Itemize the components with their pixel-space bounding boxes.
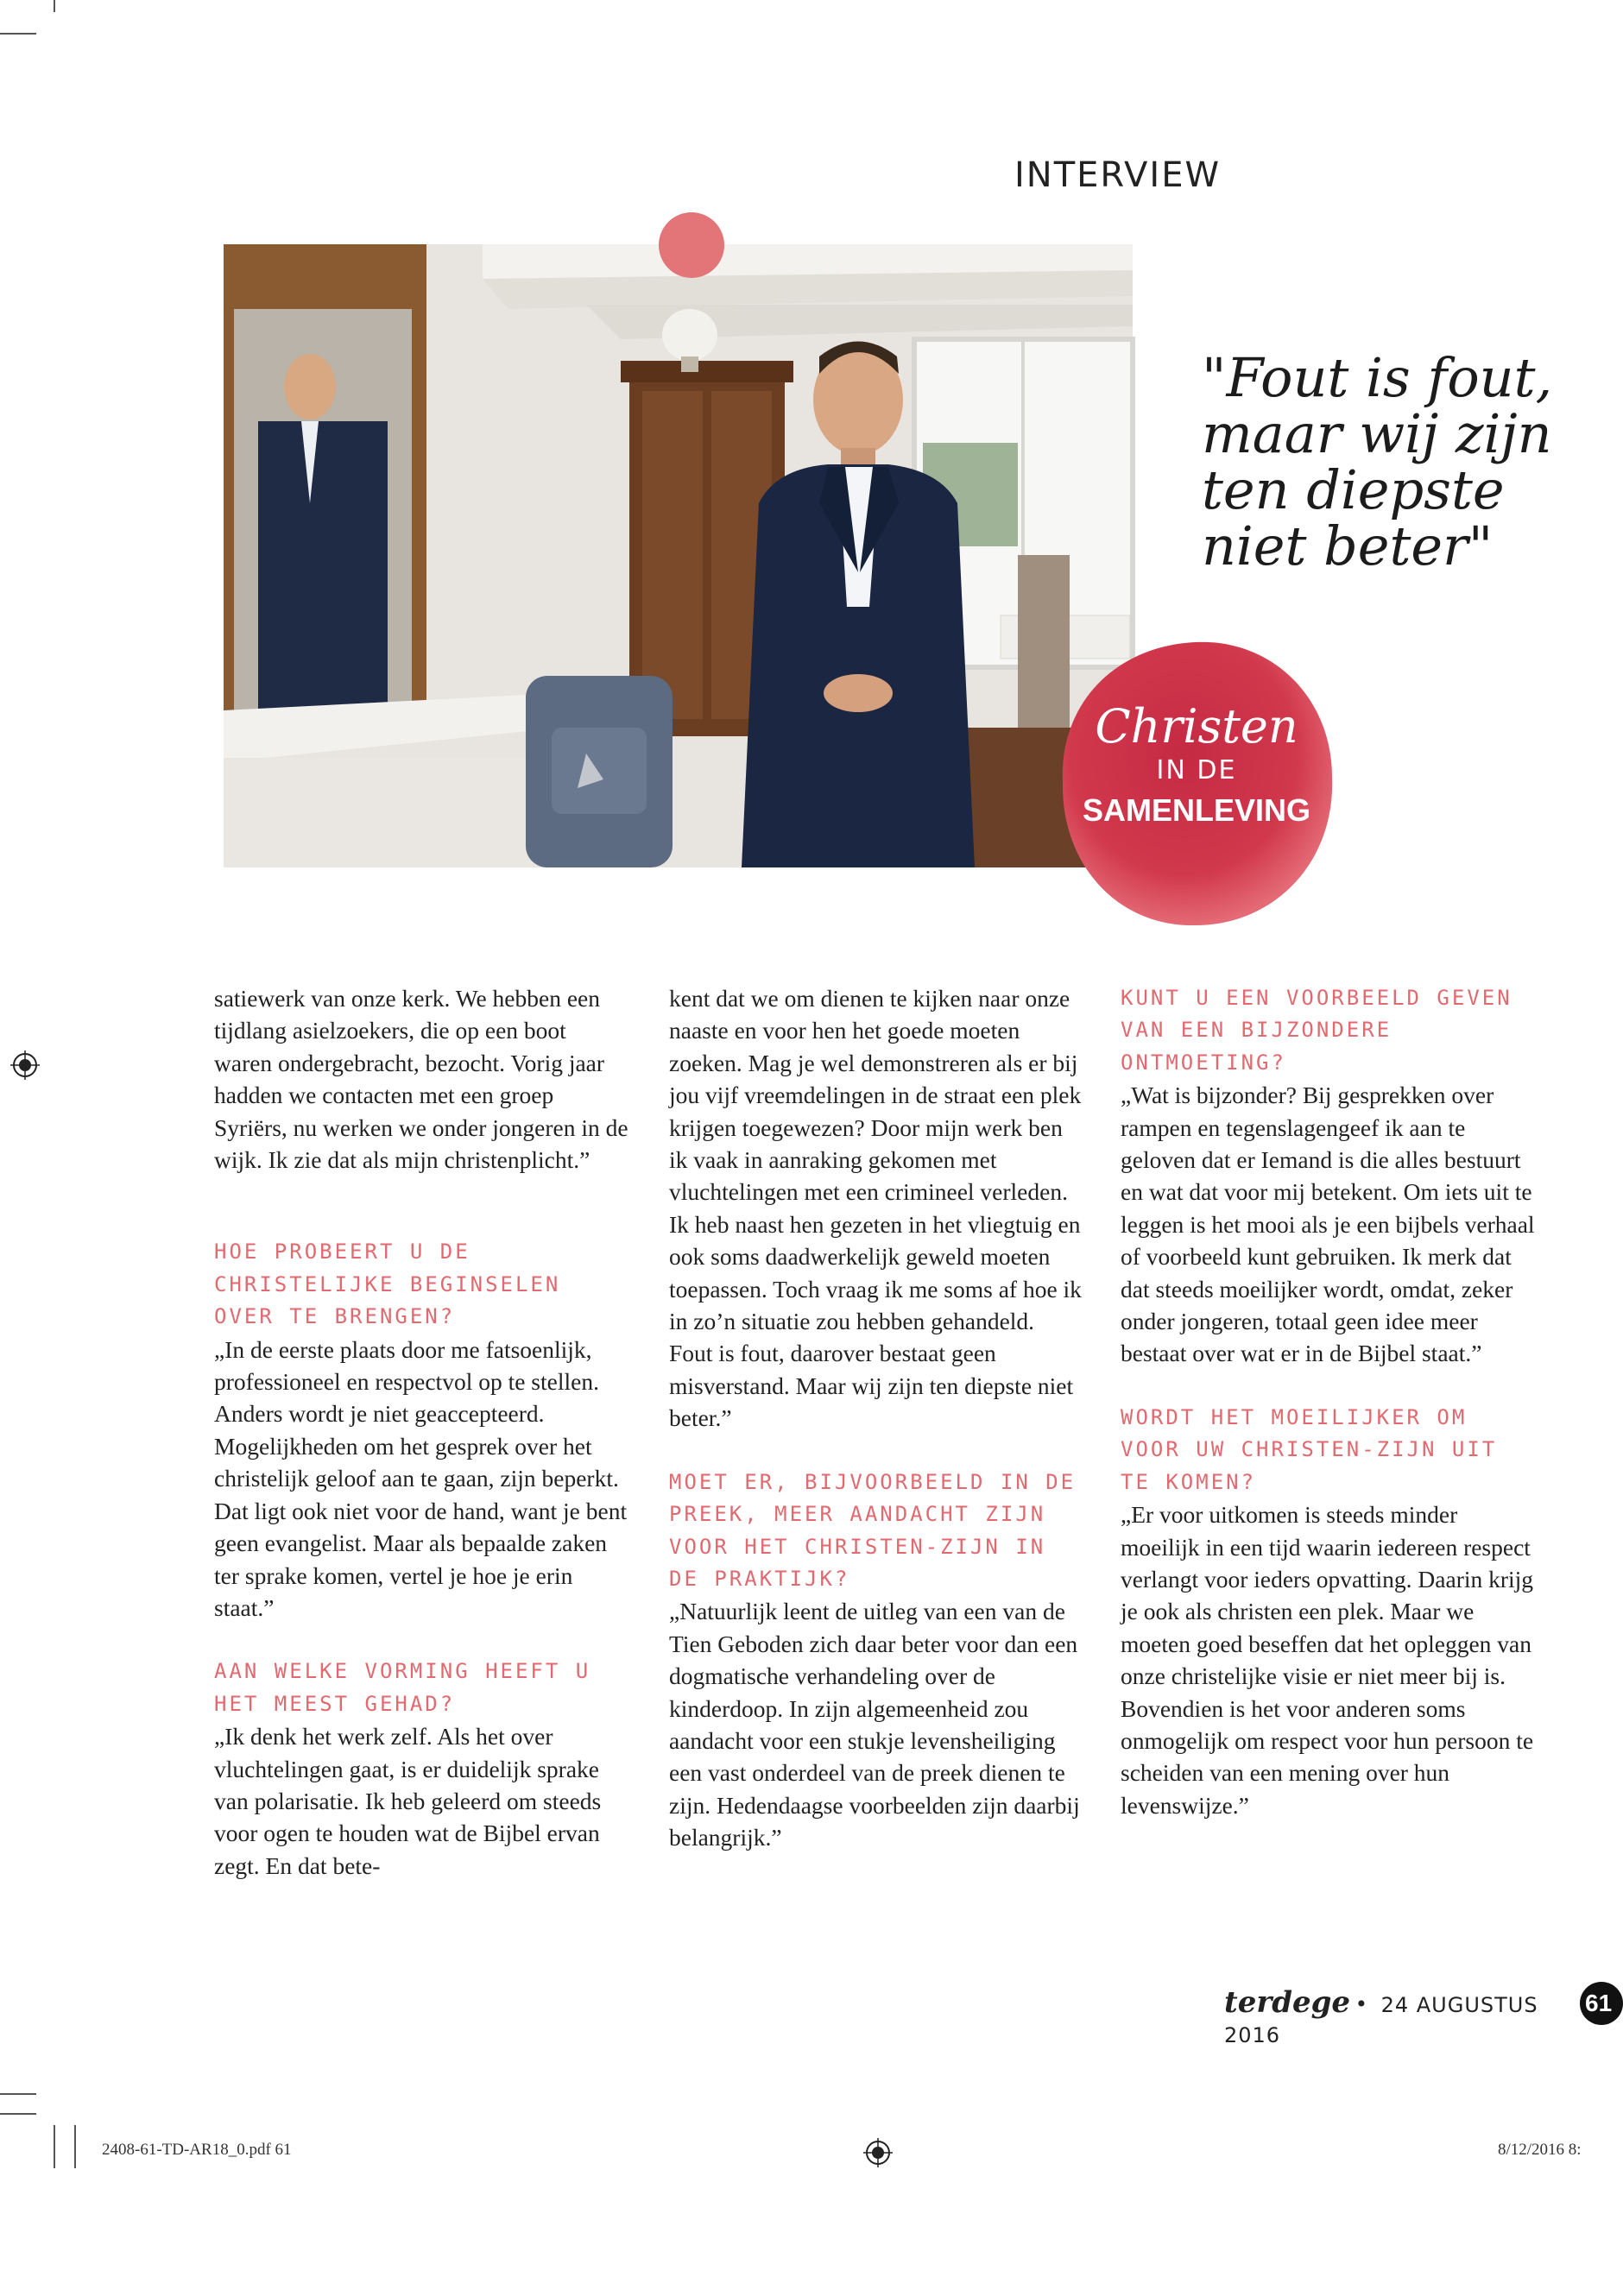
interview-photo: [224, 244, 1133, 867]
crop-mark: [74, 2125, 76, 2168]
crop-mark: [54, 2125, 55, 2168]
pull-quote: [1202, 346, 1564, 578]
pull-quote-line: "Fout is fout,: [1202, 346, 1553, 409]
crop-mark: [0, 2093, 36, 2095]
article-column-3: [1121, 982, 1535, 1821]
pull-quote-line: maar wij zijn: [1202, 402, 1552, 466]
footer-separator: •: [1356, 1990, 1367, 2018]
body-paragraph: „Er voor uitkomen is steeds minder moeilijk in een tijd waarin iedereen respect verlangt voor ieders opvatting. Daarin krijg je ook als christen een plek. Maar we moeten goed beseffen dat het opleggen van onze christelijke visie er niet meer bij is. Bovendien is het voor anderen soms onmogelijk om respect voor hun persoon te scheiden van een mening over hun levenswijze.”: [1121, 1501, 1534, 1819]
interview-question: KUNT U EEN VOORBEELD GEVEN VAN EEN BIJZONDERE ONTMOETING?: [1121, 986, 1512, 1075]
body-paragraph: „In de eerste plaats door me fatsoenlijk, professioneel en respectvol op te stellen. Anders wordt je niet geaccepteerd. Mogelijkheden om het gesprek over het christelijk geloof aan te gaan, zijn beperkt. Dat ligt ook niet voor de hand, want je bent geen evangelist. Maar als bepaalde zaken ter sprake komen, vertel je hoe je erin staat.”: [214, 1335, 628, 1621]
accent-dot: [659, 212, 724, 278]
registration-mark-icon: [10, 1050, 40, 1080]
magazine-brand: terdege: [1224, 1985, 1351, 2020]
body-paragraph: „Natuurlijk leent de uitleg van een van de Tien Geboden zich daar beter voor dan een dogmatische verhandeling over de kinderdoop. In zijn algemeenheid zou aandacht voor een stukje levensheiliging een vast onderdeel van de preek dienen te zijn. Hedendaagse voorbeelden zijn daarbij belangrijk.”: [669, 1598, 1080, 1851]
body-paragraph: „Wat is bijzonder? Bij gesprekken over rampen en tegenslagengeef ik aan te geloven dat er Iemand is die alles bestuurt en wat dat voor mij betekent. Om iets uit te leggen is het mooi als je een bijbels verhaal of voorbeeld kunt gebruiken. Ik merk dat dat steeds moeilijker wordt, omdat, zeker onder jongeren, totaal geen idee meer bestaat over wat er in de Bijbel staat.”: [1121, 1082, 1535, 1367]
registration-mark-icon: [863, 2138, 893, 2167]
print-slug-datetime: 8/12/2016 8:: [1498, 2141, 1582, 2159]
pull-quote-line: niet beter": [1202, 514, 1494, 578]
interview-question: AAN WELKE VORMING HEEFT U HET MEEST GEHAD?: [214, 1659, 591, 1716]
article-column-2: [669, 982, 1083, 1854]
page-footer: [1224, 1985, 1593, 2049]
body-paragraph: „Ik denk het werk zelf. Als het over vluchtelingen gaat, is er duidelijk sprake van polarisatie. Ik heb geleerd om steeds voor ogen te houden wat de Bijbel ervan zegt. En dat bete-: [214, 1723, 602, 1879]
badge-line-1: Christen: [1095, 699, 1298, 754]
interview-question: MOET ER, BIJVOORBEELD IN DE PREEK, MEER AANDACHT ZIJN VOOR HET CHRISTEN-ZIJN IN DE PRAKTIJK?: [669, 1469, 1077, 1591]
body-paragraph: kent dat we om dienen te kijken naar onze naaste en voor hen het goede moeten zoeken. Mag je wel demonstreren als er bij jou vijf vreemdelingen in de straat een plek krijgen toegewezen? Door mijn werk ben ik vaak in aanraking gekomen met vluchtelingen met een crimineel verleden. Ik heb naast hen gezeten in het vliegtuig en ook soms daadwerkelijk geweld moeten toepassen. Toch vraag ik me soms af hoe ik in zo’n situatie zou hebben gehandeld. Fout is fout, daarover bestaat geen misverstand. Maar wij zijn ten diepste niet beter.”: [669, 985, 1082, 1432]
print-slug-file: 2408-61-TD-AR18_0.pdf 61: [102, 2141, 292, 2159]
issue-date: 24 AUGUSTUS 2016: [1224, 1993, 1538, 2047]
interview-question: WORDT HET MOEILIJKER OM VOOR UW CHRISTEN-ZIJN UIT TE KOMEN?: [1121, 1404, 1498, 1494]
article-column-1: [214, 982, 628, 1882]
interview-question: HOE PROBEERT U DE CHRISTELIJKE BEGINSELEN OVER TE BRENGEN?: [214, 1239, 561, 1329]
page-number: 61: [1580, 1982, 1623, 2025]
pull-quote-line: ten diepste: [1202, 458, 1505, 522]
crop-mark: [0, 33, 36, 35]
section-label: INTERVIEW: [1014, 155, 1222, 195]
interview-photo-illustration: [224, 244, 1133, 867]
crop-mark: [54, 0, 55, 12]
badge-line-3: SAMENLEVING: [1082, 792, 1311, 828]
series-badge-text: [1058, 699, 1336, 829]
body-paragraph: satiewerk van onze kerk. We hebben een tijdlang asielzoekers, die op een boot waren ondergebracht, bezocht. Vorig jaar hadden we contacten met een groep Syriërs, nu werken we onder jongeren in de wijk. Ik zie dat als mijn christenplicht.”: [214, 985, 628, 1174]
badge-line-2: IN DE: [1156, 755, 1237, 785]
crop-mark: [0, 2113, 36, 2115]
